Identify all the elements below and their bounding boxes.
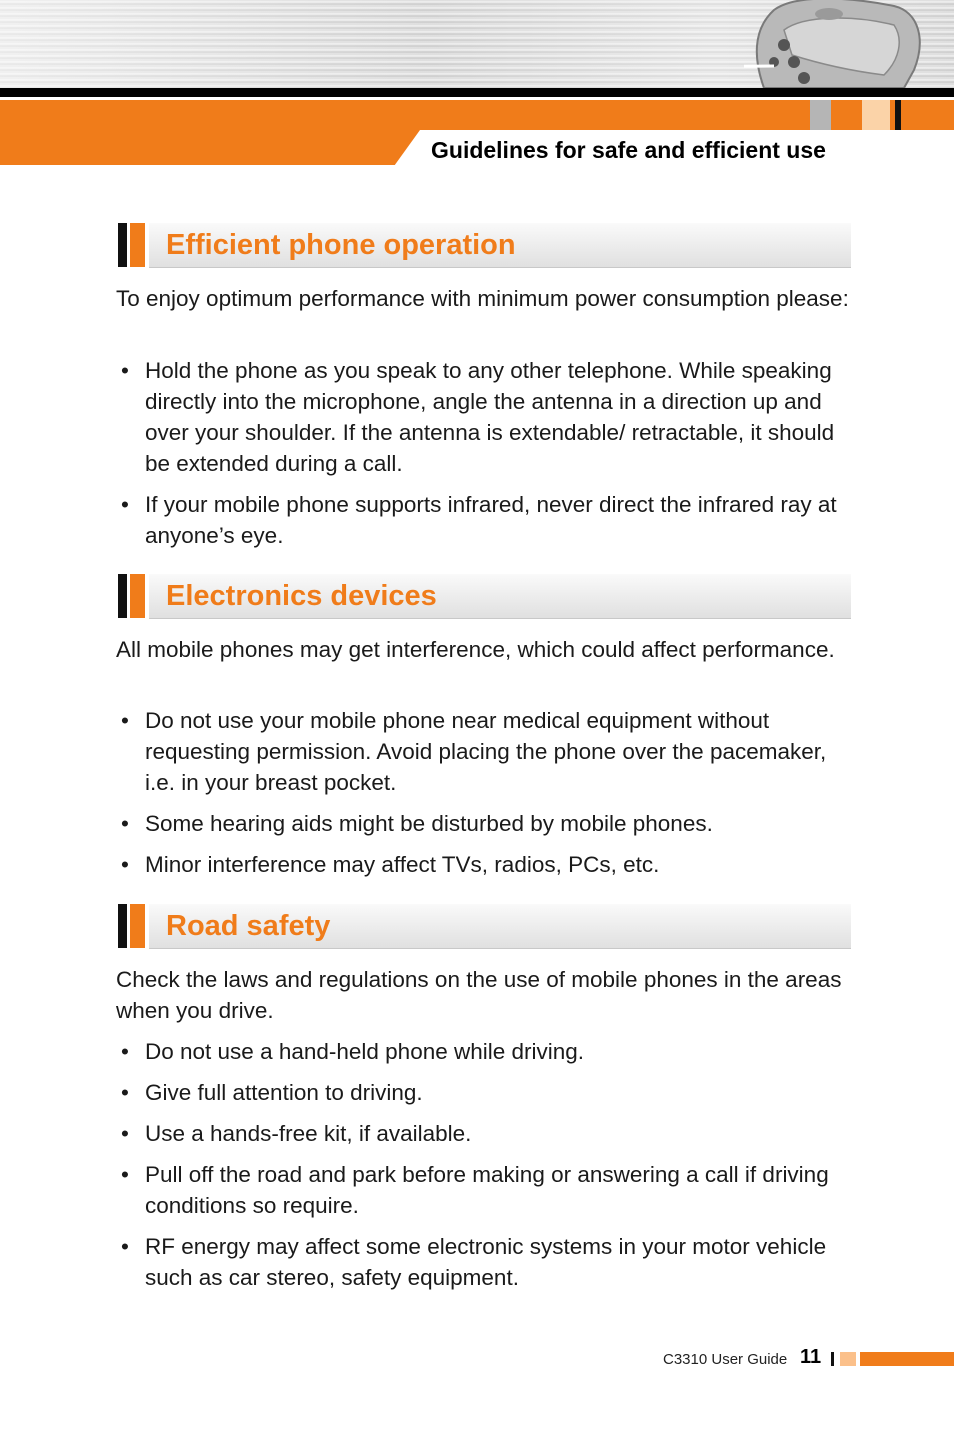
list-item xyxy=(116,705,861,798)
heading-bar-dark xyxy=(118,223,127,267)
list-item-text: If your mobile phone supports infrared, never direct the infrared ray at anyone’s eye. xyxy=(145,492,837,548)
heading-bar-orange xyxy=(130,904,145,948)
list-item-text: Pull off the road and park before making or answering a call if driving conditions so require. xyxy=(145,1162,829,1218)
heading-bar-dark xyxy=(118,574,127,618)
bullet-icon: • xyxy=(121,811,129,836)
footer-guide-label: C3310 User Guide xyxy=(663,1351,788,1368)
section-heading xyxy=(118,574,851,618)
section-heading xyxy=(118,223,851,267)
list-item xyxy=(116,1036,861,1067)
bullet-icon: • xyxy=(121,358,129,383)
bullet-icon: • xyxy=(121,1234,129,1259)
page-number: 11 xyxy=(800,1346,822,1368)
heading-bar-dark xyxy=(118,904,127,948)
bullet-list xyxy=(116,1036,861,1303)
section-intro: Check the laws and regulations on the use of mobile phones in the areas when you drive. xyxy=(116,967,842,1023)
bullet-icon: • xyxy=(121,1039,129,1064)
list-item-text: Some hearing aids might be disturbed by mobile phones. xyxy=(145,811,713,836)
bullet-icon: • xyxy=(121,1121,129,1146)
list-item-text: Minor interference may affect TVs, radios, PCs, etc. xyxy=(145,852,660,877)
heading-bar-orange xyxy=(130,574,145,618)
bullet-icon: • xyxy=(121,1080,129,1105)
list-item xyxy=(116,489,861,551)
bullet-icon: • xyxy=(121,852,129,877)
list-item-text: Give full attention to driving. xyxy=(145,1080,423,1105)
page-title: Guidelines for safe and efficient use xyxy=(431,137,826,163)
header-orange-left xyxy=(0,130,420,165)
section-title: Road safety xyxy=(166,910,331,942)
list-item-text: Do not use a hand-held phone while driving. xyxy=(145,1039,585,1064)
heading-bar-orange xyxy=(130,223,145,267)
list-item xyxy=(116,1159,861,1221)
section-title: Efficient phone operation xyxy=(166,229,516,261)
bullet-icon: • xyxy=(121,1162,129,1187)
list-item xyxy=(116,1118,861,1149)
list-item xyxy=(116,1231,861,1293)
bullet-list xyxy=(116,355,861,561)
header-rule xyxy=(0,88,954,97)
list-item-text: RF energy may affect some electronic systems in your motor vehicle such as car stereo, safety equipment. xyxy=(145,1234,827,1290)
bullet-icon: • xyxy=(121,708,129,733)
bullet-list xyxy=(116,705,861,890)
section-intro: All mobile phones may get interference, which could affect performance. xyxy=(116,637,835,662)
list-item-text: Hold the phone as you speak to any other telephone. While speaking directly into the microphone, angle the antenna in a direction up and over your shoulder. If the antenna is extendable/ retractable, it should be extended during a call. xyxy=(145,358,835,476)
bullet-icon: • xyxy=(121,492,129,517)
list-item xyxy=(116,808,861,839)
phone-image xyxy=(744,0,924,88)
list-item xyxy=(116,849,861,880)
section-intro: To enjoy optimum performance with minimum power consumption please: xyxy=(116,286,849,311)
list-item-text: Use a hands-free kit, if available. xyxy=(145,1121,472,1146)
list-item xyxy=(116,355,861,479)
section-heading xyxy=(118,904,851,948)
list-item xyxy=(116,1077,861,1108)
list-item-text: Do not use your mobile phone near medical equipment without requesting permission. Avoid placing the phone over the pacemaker, i.e. in your breast pocket. xyxy=(145,708,827,795)
section-title: Electronics devices xyxy=(166,580,437,612)
header-decor-bars xyxy=(810,100,901,130)
